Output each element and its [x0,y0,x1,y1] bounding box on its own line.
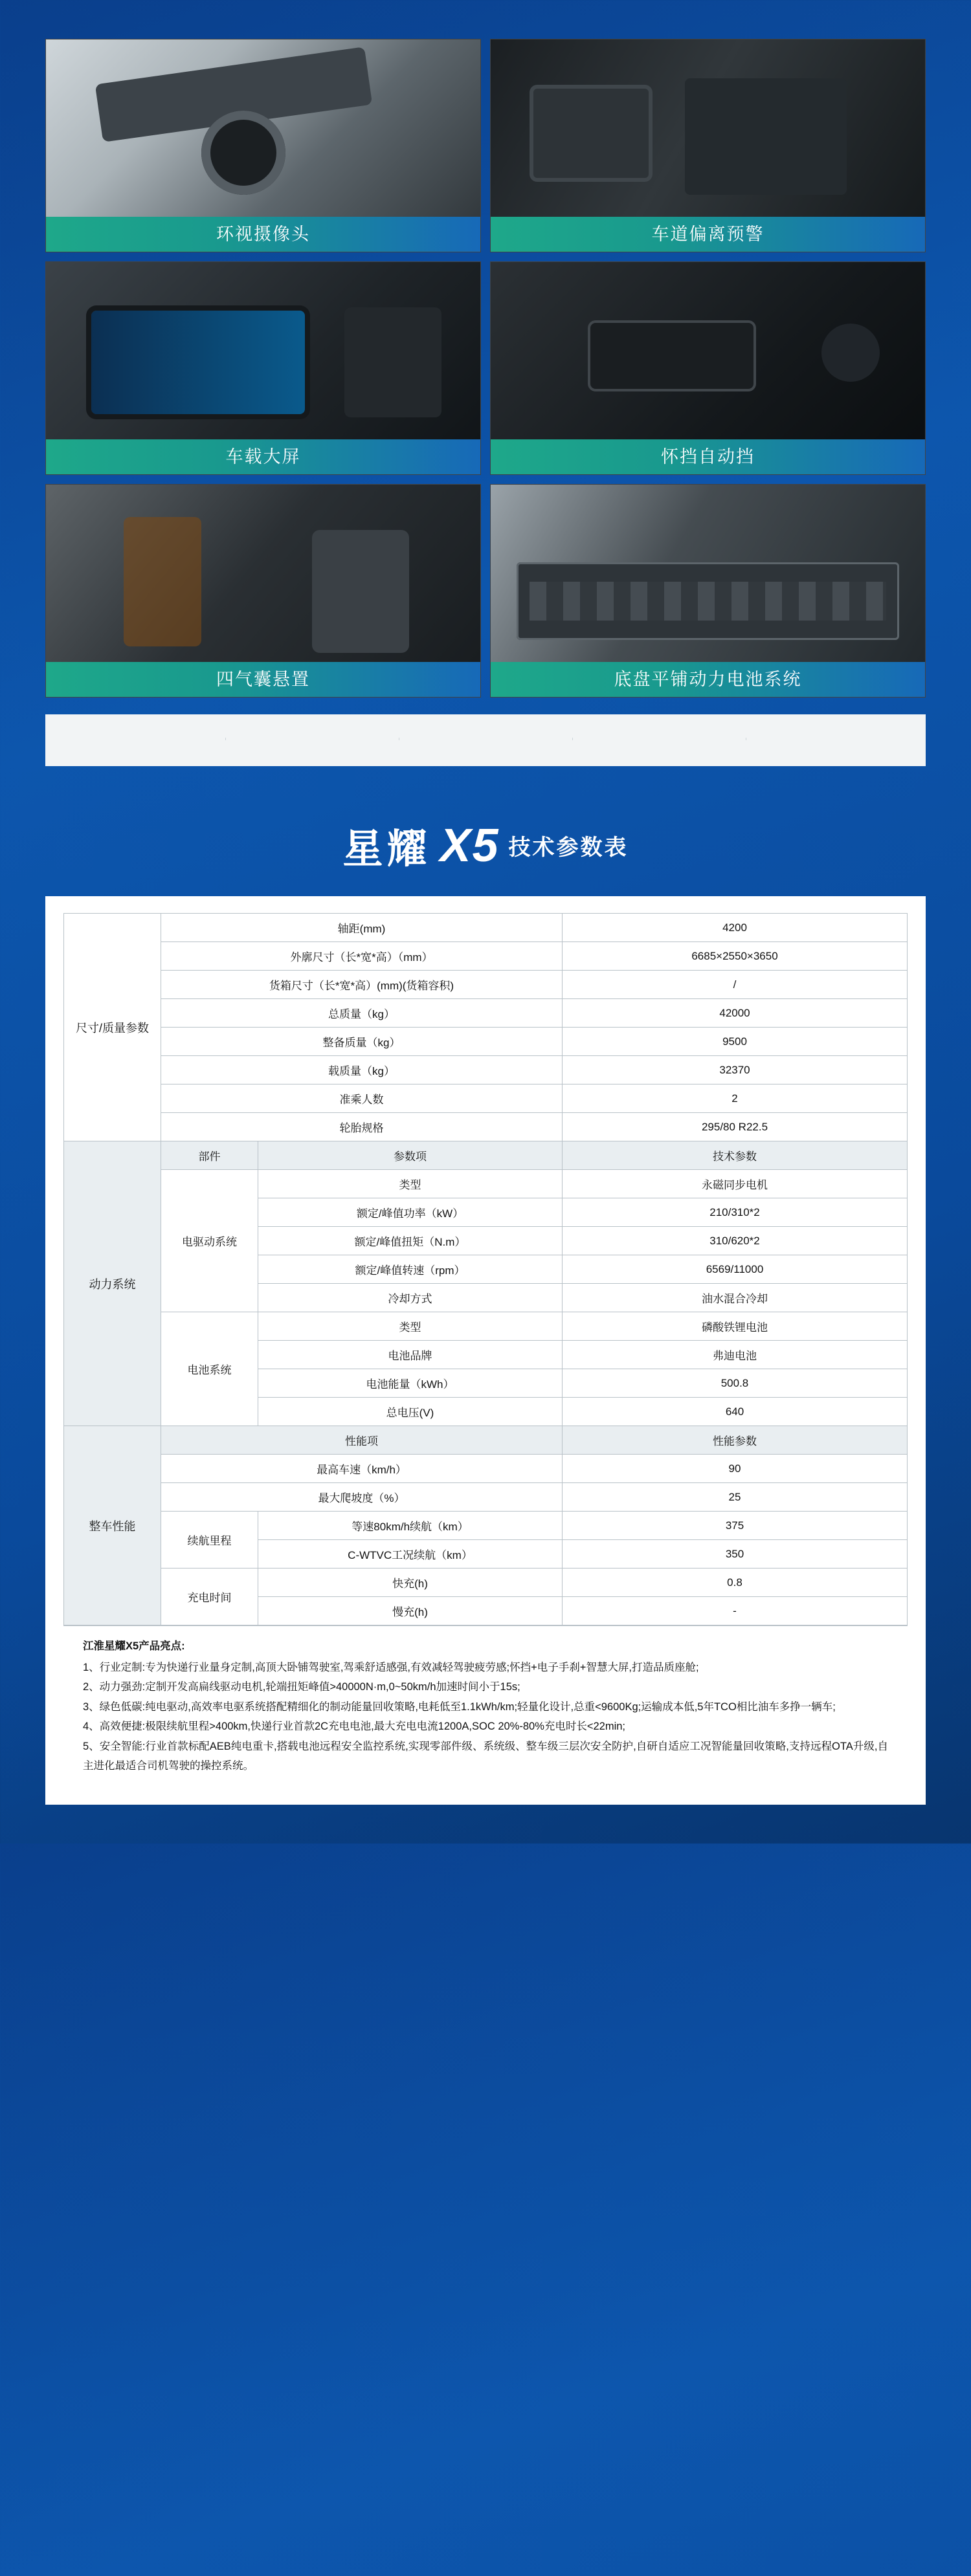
feature-photo-card [490,39,926,252]
spec-param-value: 295/80 R22.5 [563,1113,908,1141]
spec-param-value: 2 [563,1084,908,1113]
feature-item [225,734,399,744]
spec-subgroup-label: 充电时间 [161,1569,258,1625]
feature-item [572,734,746,744]
spec-param-value: 技术参数 [563,1141,908,1170]
spec-param-value: 210/310*2 [563,1198,908,1227]
feature-photo-caption: 四气囊悬置 [46,662,480,697]
feature-photo-card [45,39,481,252]
highlight-line: 3、绿色低碳:纯电驱动,高效率电驱系统搭配精细化的制动能量回收策略,电耗低至1.1kWh/km;轻量化设计,总重<9600Kg;运输成本低,5年TCO相比油车多挣一辆车; [83,1701,836,1713]
table-row [64,1028,908,1056]
spec-param-label: 额定/峰值扭矩（N.m） [258,1227,563,1255]
spec-param-value: 500.8 [563,1369,908,1398]
feature-photo-caption: 车载大屏 [46,439,480,474]
spec-param-label: 参数项 [258,1141,563,1170]
feature-photo-card [490,261,926,475]
spec-param-label: 轮胎规格 [161,1113,563,1141]
spec-param-value: 6569/11000 [563,1255,908,1284]
spec-param-value: - [563,1597,908,1625]
spec-subgroup-label: 电驱动系统 [161,1170,258,1312]
spec-param-value: 640 [563,1398,908,1426]
highlight-line: 1、行业定制:专为快递行业量身定制,高顶大卧铺驾驶室,驾乘舒适感强,有效减轻驾驶疲劳感;怀挡+电子手刹+智慧大屏,打造品质座舱; [83,1661,699,1673]
spec-group-label: 整车性能 [64,1426,161,1625]
feature-item [399,734,572,744]
spec-param-value: 弗迪电池 [563,1341,908,1369]
spec-param-value: 310/620*2 [563,1227,908,1255]
table-row [64,1483,908,1512]
table-row [64,1312,908,1341]
table-row [64,1426,908,1455]
feature-photo-card [45,261,481,475]
spec-param-label: 总电压(V) [258,1398,563,1426]
table-row [64,1170,908,1198]
table-row [64,999,908,1028]
spec-param-label: 整备质量（kg） [161,1028,563,1056]
spec-param-label: 冷却方式 [258,1284,563,1312]
table-row [64,1056,908,1084]
spec-param-value: 磷酸铁锂电池 [563,1312,908,1341]
spec-param-label: 载质量（kg） [161,1056,563,1084]
feature-photo-grid [45,39,926,698]
spec-subgroup-label: 部件 [161,1141,258,1170]
feature-photo-caption: 环视摄像头 [46,217,480,252]
spec-table [63,913,908,1625]
spec-param-value: 性能参数 [563,1426,908,1455]
spec-param-label: 额定/峰值功率（kW） [258,1198,563,1227]
spec-param-label: 电池品牌 [258,1341,563,1369]
spec-param-label: 最高车速（km/h） [161,1455,563,1483]
spec-param-label: 等速80km/h续航（km） [258,1512,563,1540]
spec-param-label: C-WTVC工况续航（km） [258,1540,563,1569]
spec-param-value: 6685×2550×3650 [563,942,908,971]
table-row [64,914,908,942]
table-row [64,1512,908,1540]
table-row [64,942,908,971]
table-row [64,1569,908,1597]
table-row [64,971,908,999]
spec-param-label: 外廓尺寸（长*宽*高）（mm） [161,942,563,971]
table-row [64,1455,908,1483]
feature-highlight-strip [45,714,926,766]
spec-param-value: 25 [563,1483,908,1512]
table-row [64,1084,908,1113]
spec-section-title [45,817,926,874]
spec-param-label: 最大爬坡度（%） [161,1483,563,1512]
spec-param-label: 准乘人数 [161,1084,563,1113]
spec-title-model: X5 [440,819,500,872]
table-row [64,1141,908,1170]
feature-photo-caption: 车道偏离预警 [491,217,925,252]
spec-param-label: 类型 [258,1312,563,1341]
spec-param-value: 9500 [563,1028,908,1056]
spec-title-brand: 星耀 [342,828,431,872]
highlight-line: 4、高效便捷:极限续航里程>400km,快递行业首款2C充电电池,最大充电电流1200A,SOC 20%-80%充电时长<22min; [83,1721,626,1733]
table-row [64,1113,908,1141]
spec-table-wrap [45,896,926,1805]
feature-photo-caption: 底盘平铺动力电池系统 [491,662,925,697]
spec-param-label: 性能项 [161,1426,563,1455]
spec-param-value: 油水混合冷却 [563,1284,908,1312]
spec-param-value: 4200 [563,914,908,942]
feature-photo-card [490,484,926,698]
spec-param-label: 轴距(mm) [161,914,563,942]
feature-item [52,734,225,744]
feature-item [746,734,919,744]
highlight-line: 5、安全智能:行业首款标配AEB纯电重卡,搭载电池远程安全监控系统,实现零部件级、系统级、整车级三层次安全防护,自研自适应工况智能量回收策略,支持远程OTA升级,自主进化最适合司机驾驶的操控系统。 [83,1740,888,1772]
spec-param-value: 42000 [563,999,908,1028]
spec-subgroup-label: 续航里程 [161,1512,258,1569]
spec-group-label: 动力系统 [64,1141,161,1426]
spec-subgroup-label: 电池系统 [161,1312,258,1426]
spec-param-value: 375 [563,1512,908,1540]
highlights-title: 江淮星耀X5产品亮点: [83,1640,185,1652]
spec-param-label: 慢充(h) [258,1597,563,1625]
spec-title-suffix: 技术参数表 [508,835,629,860]
spec-param-label: 电池能量（kWh） [258,1369,563,1398]
feature-photo-card [45,484,481,698]
spec-param-label: 总质量（kg） [161,999,563,1028]
spec-param-value: 永磁同步电机 [563,1170,908,1198]
product-highlights [63,1625,908,1793]
spec-param-label: 额定/峰值转速（rpm） [258,1255,563,1284]
feature-photo-caption: 怀挡自动挡 [491,439,925,474]
spec-param-label: 类型 [258,1170,563,1198]
spec-param-value: 0.8 [563,1569,908,1597]
highlight-line: 2、动力强劲:定制开发高扁线驱动电机,轮端扭矩峰值>40000N·m,0~50km/h加速时间小于15s; [83,1681,520,1693]
spec-group-label: 尺寸/质量参数 [64,914,161,1141]
spec-param-value: 90 [563,1455,908,1483]
spec-param-value: 32370 [563,1056,908,1084]
spec-param-value: / [563,971,908,999]
spec-param-label: 货箱尺寸（长*宽*高）(mm)(货箱容积) [161,971,563,999]
spec-param-label: 快充(h) [258,1569,563,1597]
spec-param-value: 350 [563,1540,908,1569]
